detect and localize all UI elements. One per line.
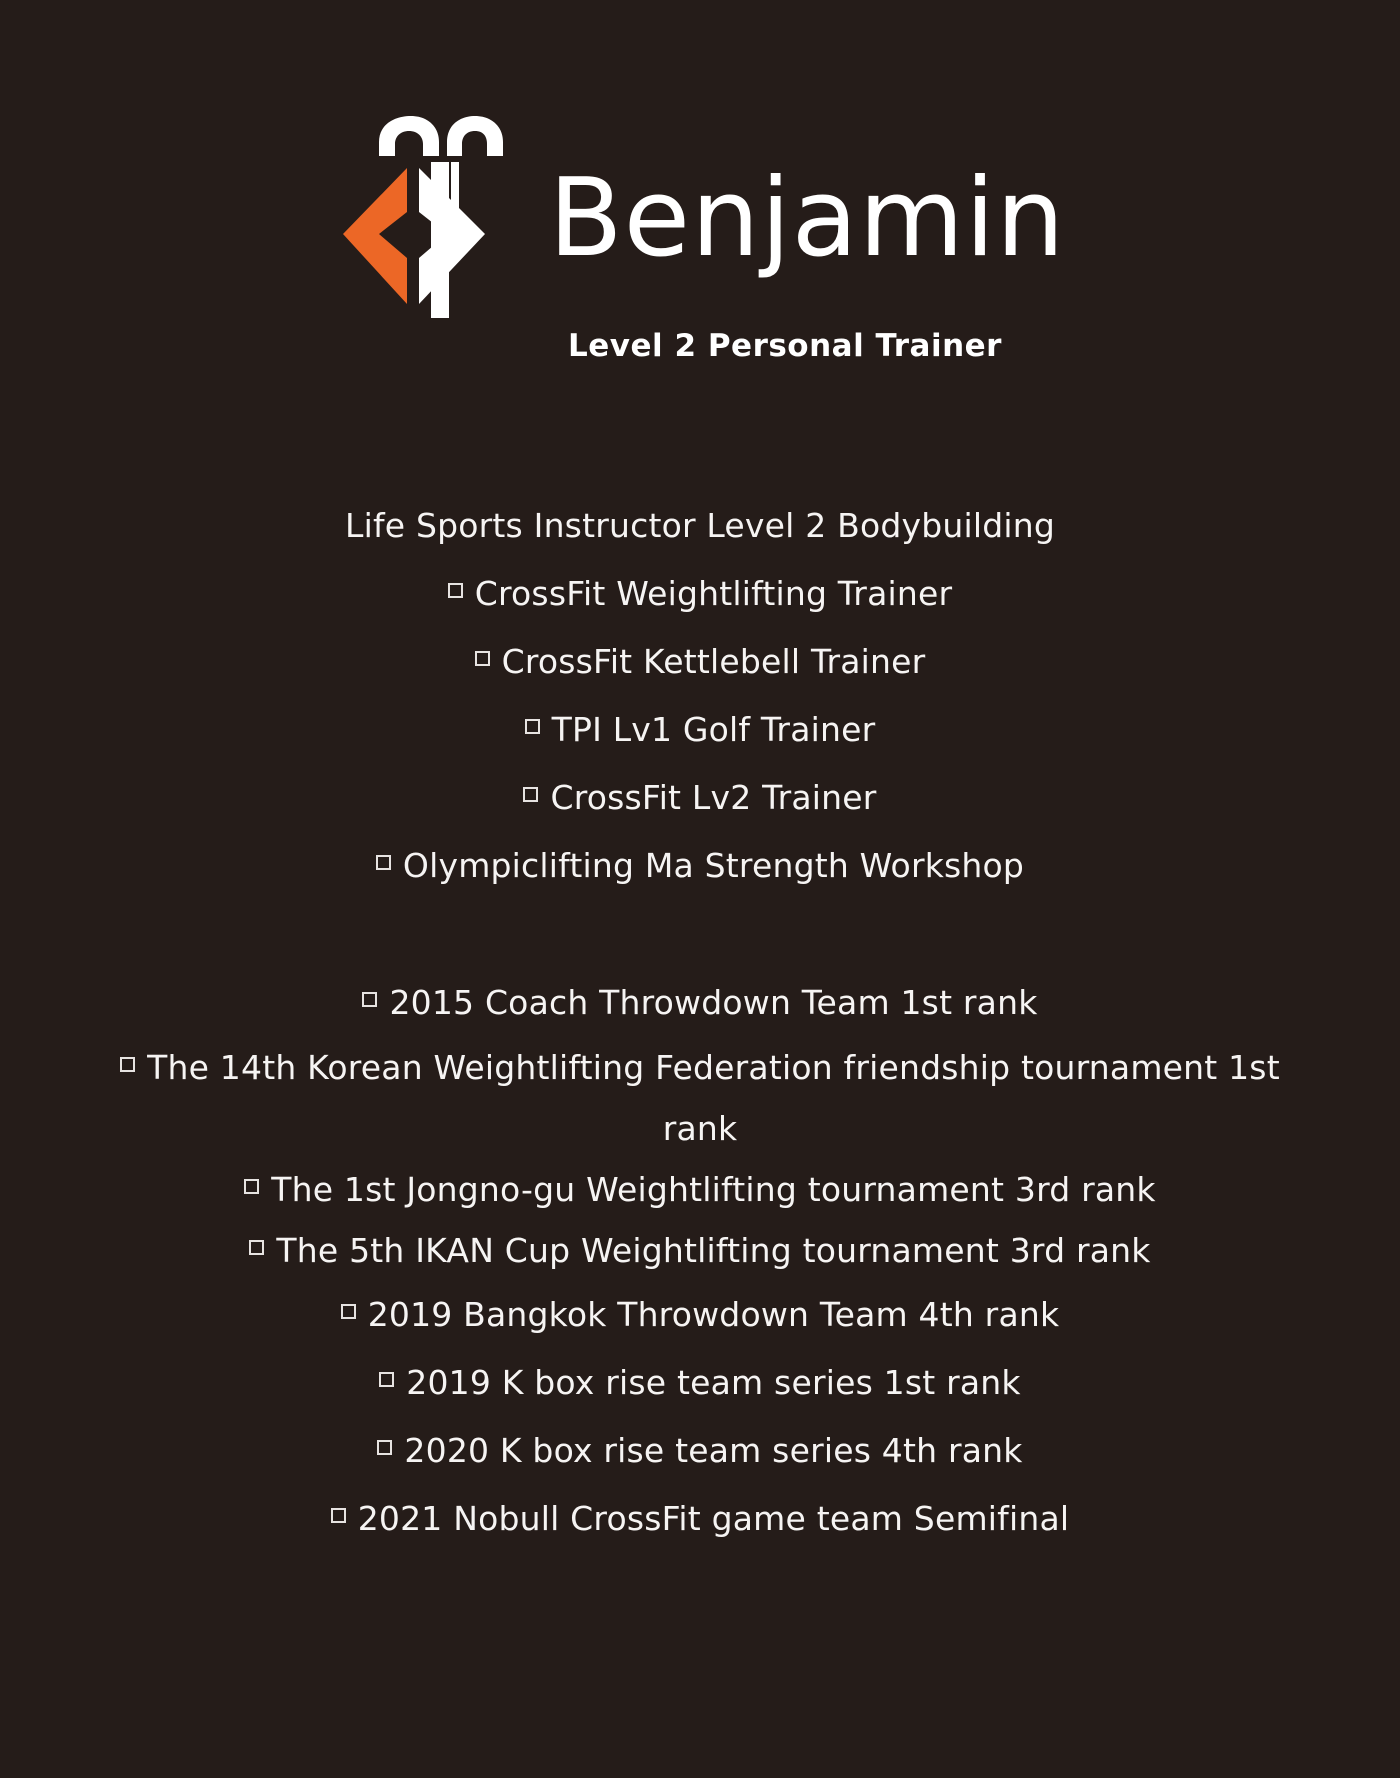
list-item [120, 1281, 1280, 1349]
list-item [120, 969, 1280, 1037]
list-item-label: CrossFit Kettlebell Trainer [501, 642, 926, 681]
list-item-label: CrossFit Weightlifting Trainer [474, 574, 953, 613]
square-bullet-icon [523, 787, 538, 802]
list-item-label: The 14th Korean Weightlifting Federation friendship tournament 1st rank [147, 1048, 1280, 1148]
list-item [120, 764, 1280, 832]
award-list [120, 969, 1280, 1553]
list-item-label: CrossFit Lv2 Trainer [550, 778, 877, 817]
list-item [120, 696, 1280, 764]
square-bullet-icon [331, 1508, 346, 1523]
list-item-label: 2015 Coach Throwdown Team 1st rank [389, 983, 1038, 1022]
square-bullet-icon [249, 1240, 264, 1255]
list-item [120, 1220, 1280, 1281]
list-item-label: Life Sports Instructor Level 2 Bodybuilding [345, 506, 1055, 545]
list-item [120, 1417, 1280, 1485]
list-item-label: TPI Lv1 Golf Trainer [551, 710, 876, 749]
list-item [120, 560, 1280, 628]
kettlebell-monogram-logo-icon [335, 112, 515, 322]
square-bullet-icon [244, 1179, 259, 1194]
logo-row [335, 112, 1066, 322]
square-bullet-icon [377, 1440, 392, 1455]
list-item [120, 1349, 1280, 1417]
list-item-label: 2019 Bangkok Throwdown Team 4th rank [367, 1295, 1060, 1334]
list-item-label: The 1st Jongno-gu Weightlifting tournament 3rd rank [271, 1170, 1156, 1209]
list-item-label: The 5th IKAN Cup Weightlifting tournament 3rd rank [276, 1231, 1151, 1270]
list-item [120, 1485, 1280, 1553]
square-bullet-icon [376, 855, 391, 870]
list-item-label: 2021 Nobull CrossFit game team Semifinal [357, 1499, 1070, 1538]
list-item-label: 2020 K box rise team series 4th rank [404, 1431, 1023, 1470]
list-item-label: 2019 K box rise team series 1st rank [406, 1363, 1021, 1402]
square-bullet-icon [475, 651, 490, 666]
square-bullet-icon [120, 1057, 135, 1072]
certification-list [120, 492, 1280, 900]
square-bullet-icon [448, 583, 463, 598]
list-item [120, 832, 1280, 900]
list-item [120, 1159, 1280, 1220]
list-item-label: Olympiclifting Ma Strength Workshop [402, 846, 1025, 885]
square-bullet-icon [379, 1372, 394, 1387]
poster-header [0, 0, 1400, 364]
poster-body [0, 492, 1400, 1553]
square-bullet-icon [341, 1304, 356, 1319]
brand-subtitle: Level 2 Personal Trainer [568, 328, 1002, 364]
list-item [120, 492, 1280, 560]
list-item [120, 1037, 1280, 1159]
square-bullet-icon [362, 992, 377, 1007]
brand-name: Benjamin [548, 156, 1066, 281]
list-item [120, 628, 1280, 696]
square-bullet-icon [525, 719, 540, 734]
